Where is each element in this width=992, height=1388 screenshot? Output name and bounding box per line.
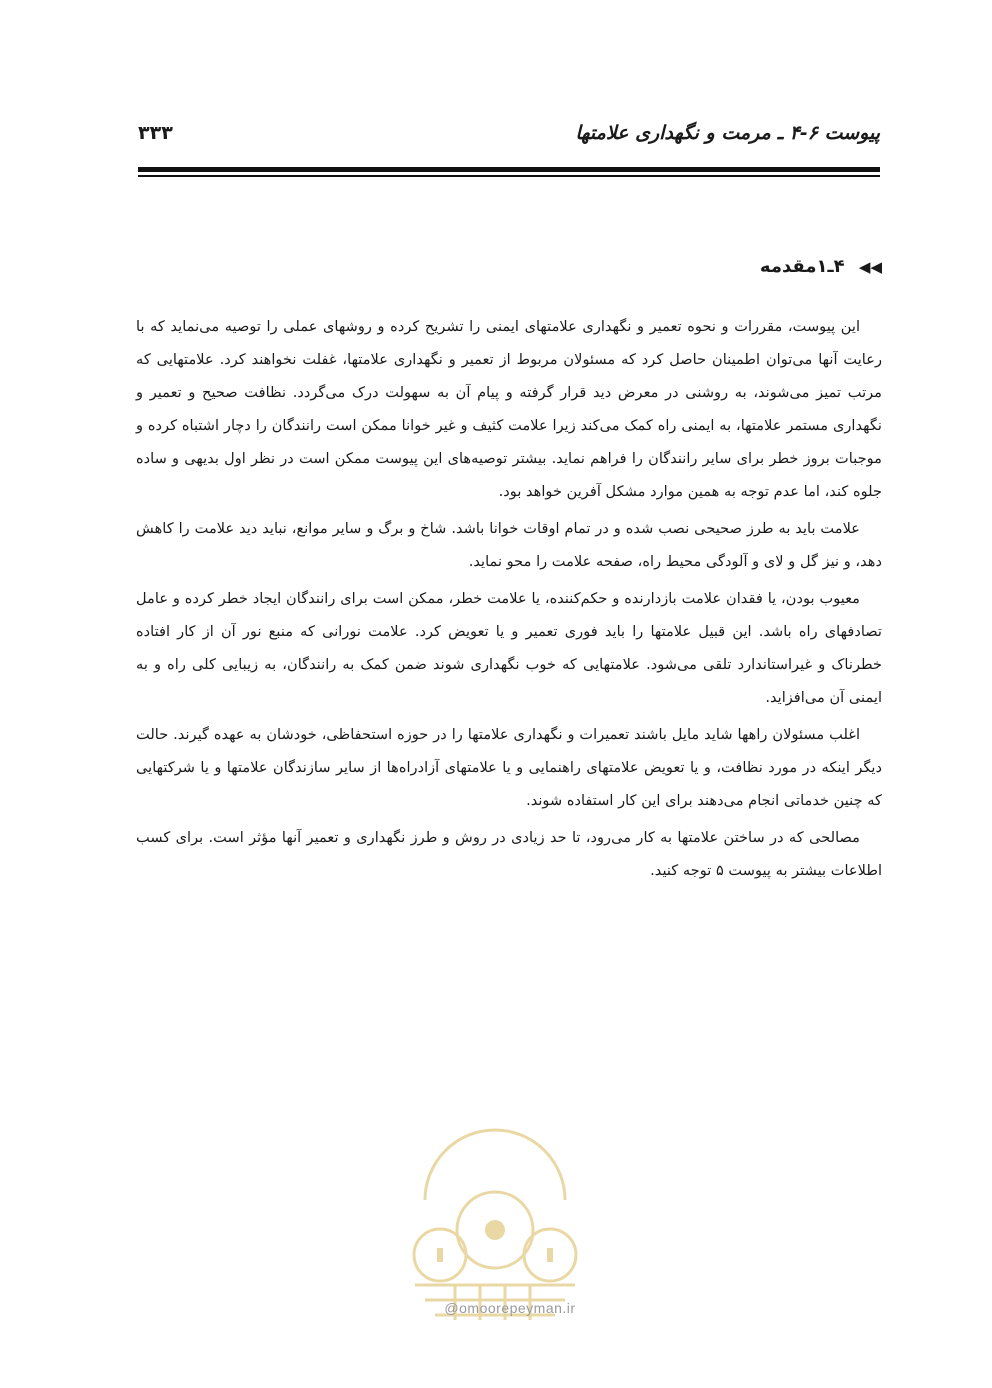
page-number: ۳۳۳ [138,122,173,144]
double-arrow-icon: ◀◀ [858,258,882,276]
header-title: پیوست ۶-۴ ـ مرمت و نگهداری علامتها [575,122,880,144]
page-header [138,122,880,162]
body-text [136,310,882,891]
header-rule-thick [138,167,880,172]
watermark-url: @omoorepeyman.ir [444,1300,576,1316]
section-heading [760,256,882,277]
section-title: ۴ـ۱مقدمه [759,256,845,277]
paragraph-2: علامت باید به طرز صحیحی نصب شده و در تمام اوقات خوانا باشد. شاخ و برگ و سایر موانع، نباید دید علامت را کاهش دهد، و نیز گل و لای و آلودگی محیط راه، صفحه علامت را محو نماید. [136,520,882,570]
header-rule-thin [138,175,880,177]
paragraph-1: این پیوست، مقررات و نحوه تعمیر و نگهداری علامتهای ایمنی را تشریح کرده و روشهای عملی را توصیه می‌نماید که با رعایت آنها می‌توان اطمینان حاصل کرد که مسئولان مربوط از تعمیر و نگهداری علامتها، غفلت نخواهند کرد. علامتهایی که مرتب تمیز می‌شوند، به روشنی در معرض دید قرار گرفته و پیام آن به سهولت درک می‌گردد. نظافت صحیح و تعمیر و نگهداری مستمر علامتها، به ایمنی راه کمک می‌کند زیرا علامت کثیف و غیر خوانا ممکن است رانندگان را دچار اشتباه کرده و موجبات بروز خطر برای سایر رانندگان را فراهم نماید. بیشتر توصیه‌های این پیوست ممکن است در نظر اول بدیهی و ساده جلوه کند، اما عدم توجه به همین موارد مشکل آفرین خواهد بود. [136,318,882,500]
paragraph-3: معیوب بودن، یا فقدان علامت بازدارنده و حکم‌کننده، یا علامت خطر، ممکن است برای رانندگان ایجاد خطر کرده و عامل تصادفهای راه باشد. این قبیل علامتها را باید فوری تعمیر و یا تعویض کرد. علامت نورانی که منبع نور آن از کار افتاده خطرناک و غیراستاندارد تلقی می‌شود. علامتهایی که خوب نگهداری شوند ضمن کمک به رانندگان، به زیبایی کلی راه و به ایمنی آن می‌افزاید. [136,590,882,706]
paragraph-5: مصالحی که در ساختن علامتها به کار می‌رود، تا حد زیادی در روش و طرز نگهداری و تعمیر آنها مؤثر است. برای کسب اطلاعات بیشتر به پیوست ۵ توجه کنید. [136,829,882,879]
paragraph-4: اغلب مسئولان راهها شاید مایل باشند تعمیرات و نگهداری علامتها را در حوزه استحفاظی، خودشان به عهده گیرند. حالت دیگر اینکه در مورد نظافت، و یا تعویض علامتهای راهنمایی و یا علامتهای آزادراه‌ها از سایر سازندگان علامتها و یا شرکتهایی که چنین خدماتی انجام می‌دهند برای این کار استفاده شوند. [136,726,882,809]
